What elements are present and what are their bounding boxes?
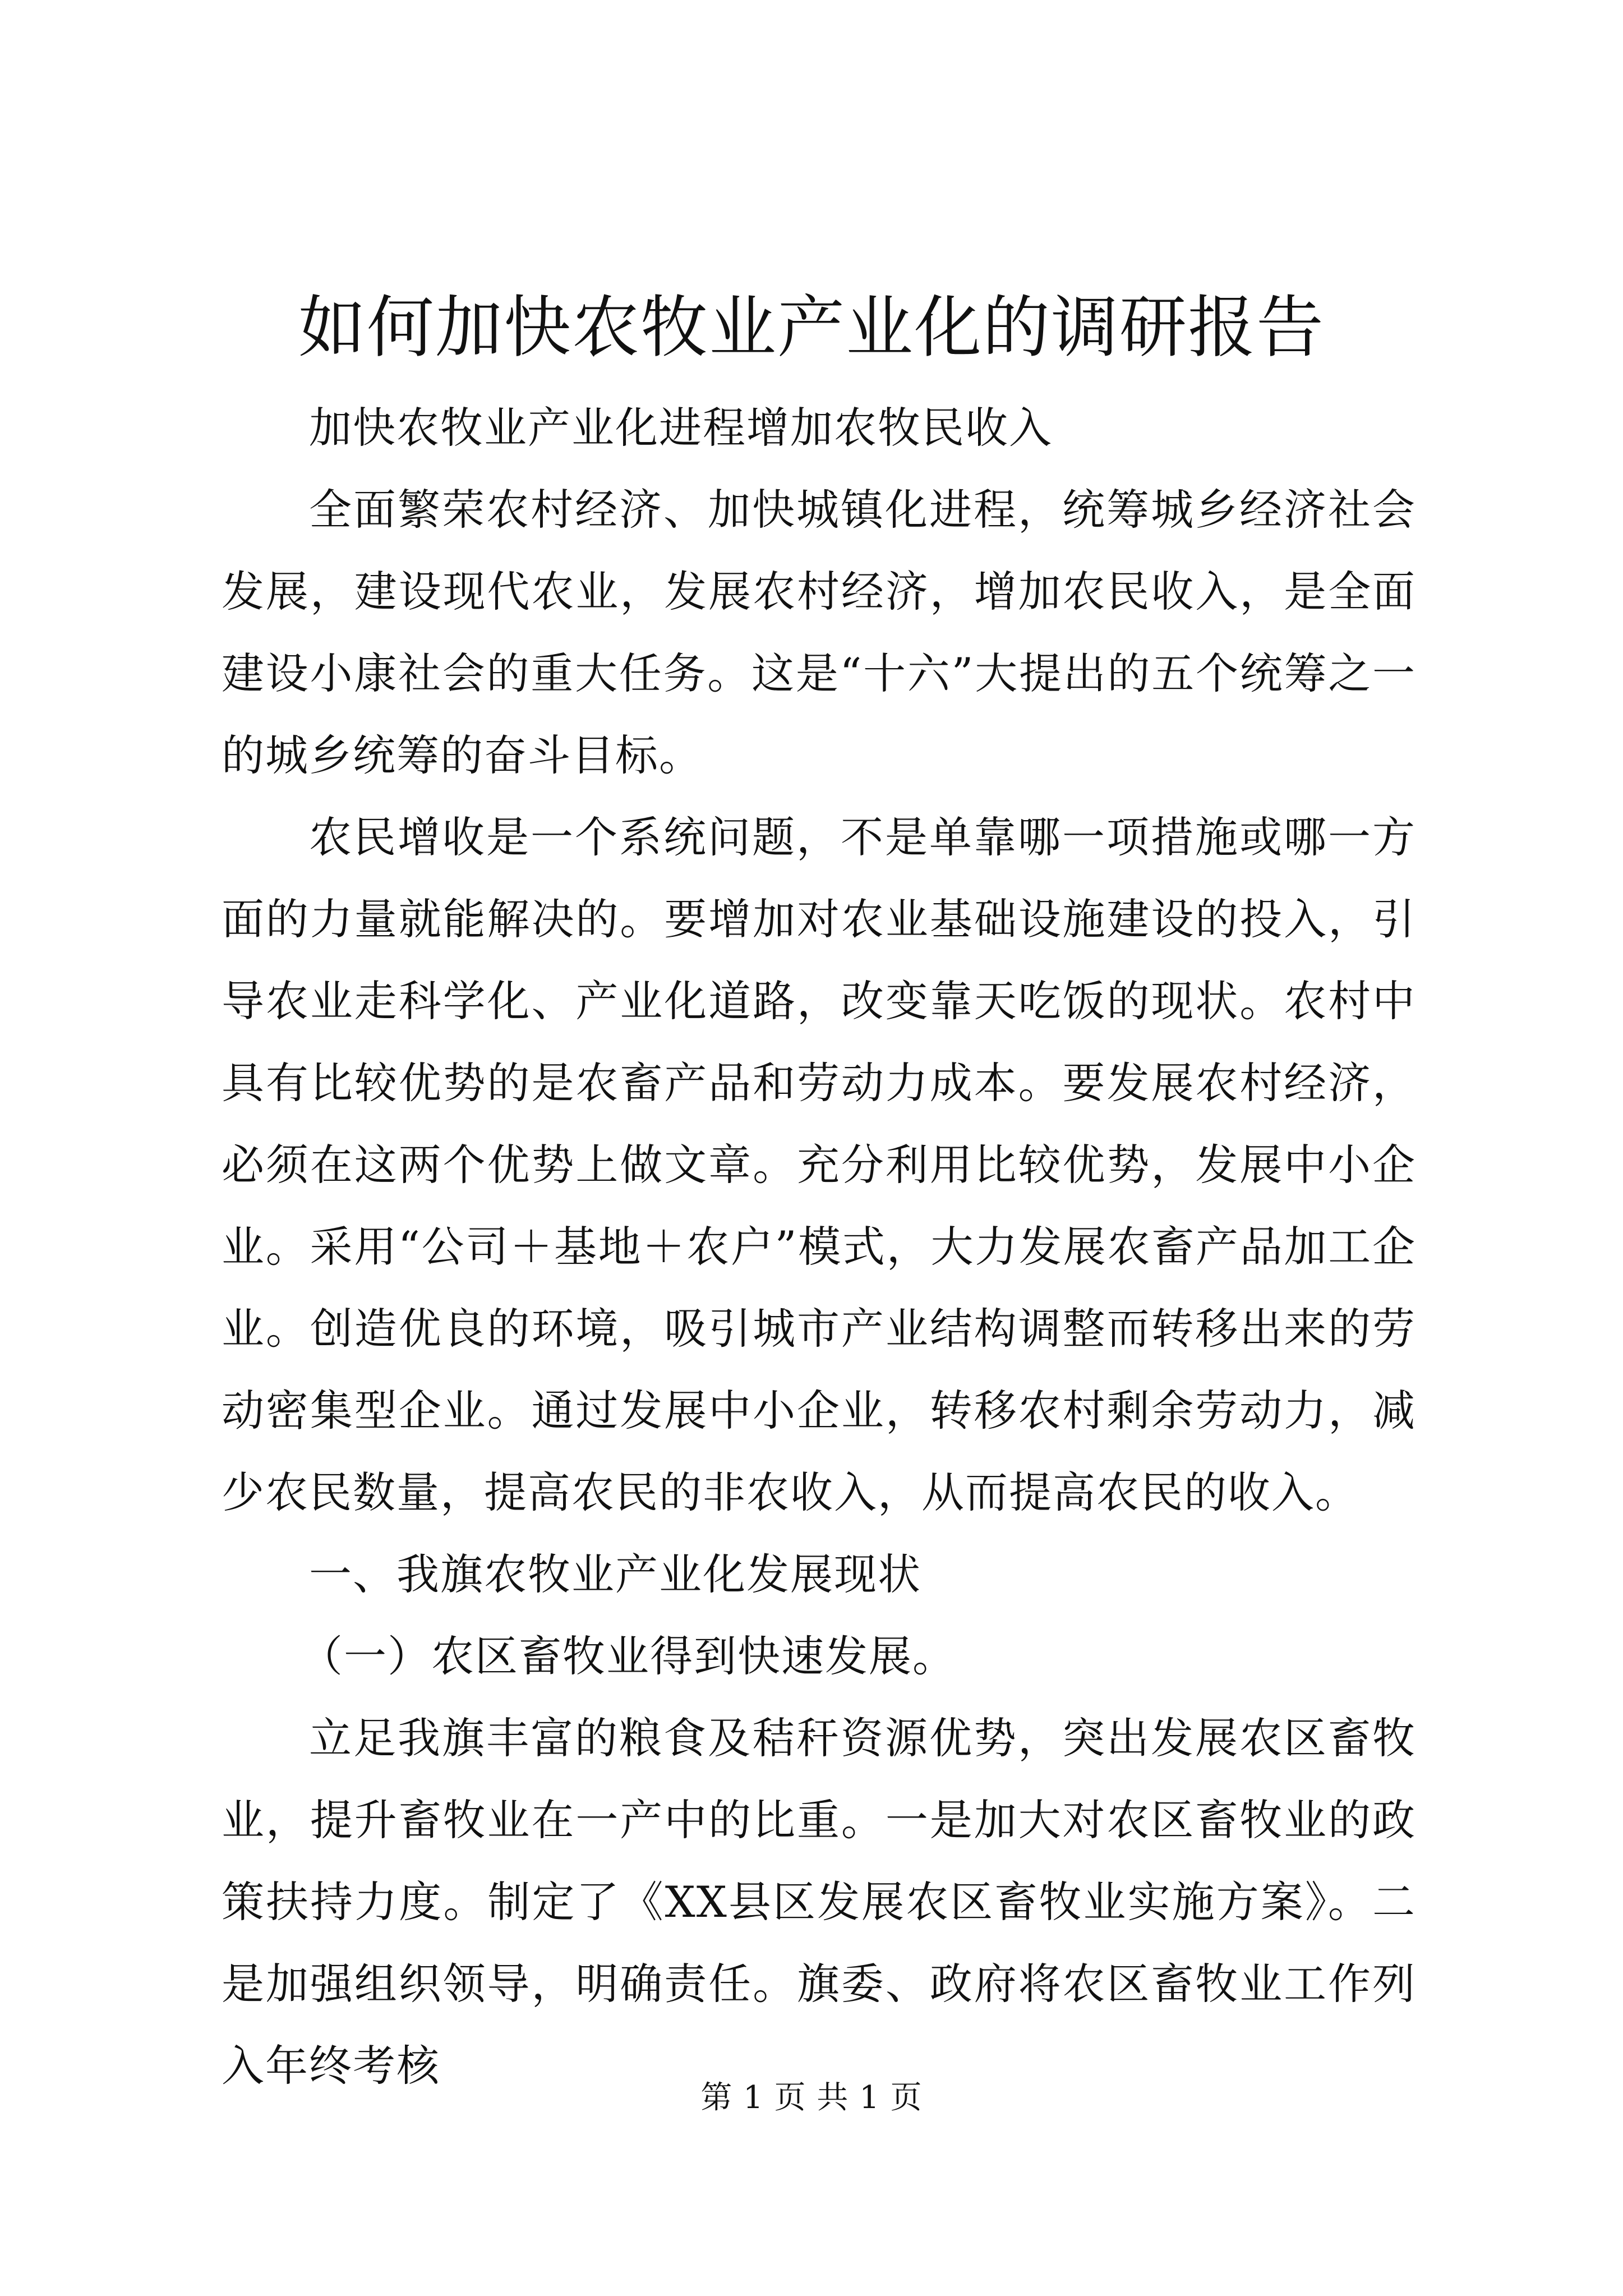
document-title: 如何加快农牧业产业化的调研报告 bbox=[298, 289, 1325, 367]
section-heading: 一、我旗农牧业产业化发展现状 bbox=[309, 1549, 921, 1599]
document-body bbox=[222, 387, 1416, 2107]
page-footer: 第 1 页 共 1 页 bbox=[700, 2079, 923, 2116]
body-paragraph: 全面繁荣农村经济、加快城镇化进程，统筹城乡经济社会发展，建设现代农业，发展农村经济，增加农民收入，是全面建设小康社会的重大任务。这是“十六”大提出的五个统筹之一的城乡统筹的奋斗目标。 bbox=[222, 485, 1416, 780]
subsection-heading: （一）农区畜牧业得到快速发展。 bbox=[300, 1631, 956, 1681]
body-paragraph: 立足我旗丰富的粮食及秸秆资源优势，突出发展农区畜牧业，提升畜牧业在一产中的比重。一是加大对农区畜牧业的政策扶持力度。制定了《XX县区发展农区畜牧业实施方案》。二是加强组织领导，明确责任。旗委、政府将农区畜牧业工作列入年终考核 bbox=[222, 1713, 1416, 2091]
body-paragraph: 农民增收是一个系统问题，不是单靠哪一项措施或哪一方面的力量就能解决的。要增加对农业基础设施建设的投入，引导农业走科学化、产业化道路，改变靠天吃饭的现状。农村中具有比较优势的是农畜产品和劳动力成本。要发展农村经济，必须在这两个优势上做文章。充分利用比较优势，发展中小企业。采用“公司＋基地＋农户”模式，大力发展农畜产品加工企业。创造优良的环境，吸引城市产业结构调整而转移出来的劳动密集型企业。通过发展中小企业，转移农村剩余劳动力，减少农民数量，提高农民的非农收入，从而提高农民的收入。 bbox=[222, 812, 1416, 1517]
subtitle-paragraph: 加快农牧业产业化进程增加农牧民收入 bbox=[309, 403, 1053, 453]
